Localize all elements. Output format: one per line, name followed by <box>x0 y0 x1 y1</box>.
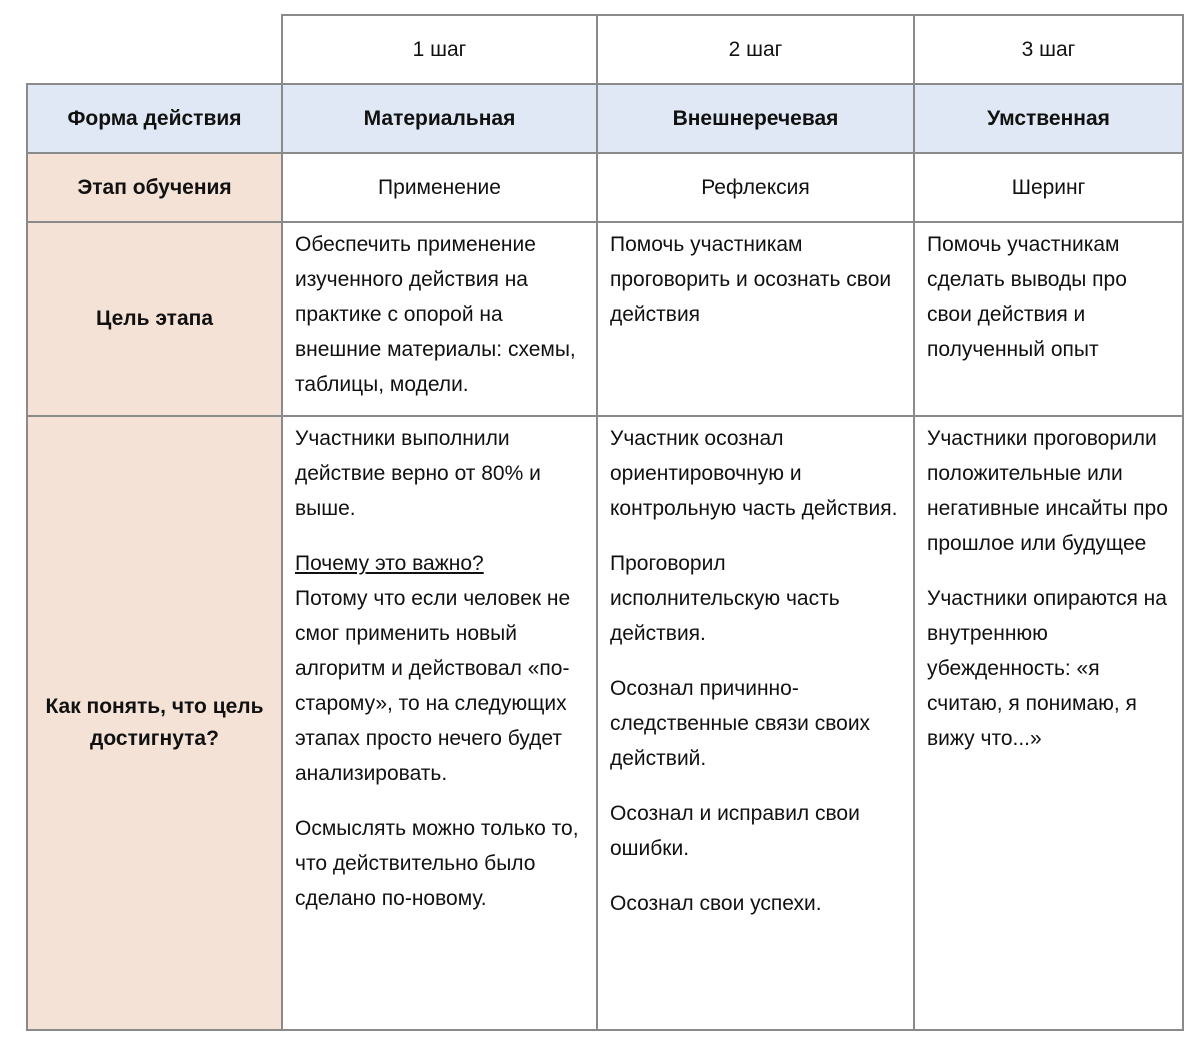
goal-text: Помочь участникам сделать выводы про свои действия и полученный опыт <box>927 233 1127 361</box>
form-value: Умственная <box>987 106 1110 130</box>
row-label-form <box>26 83 283 154</box>
form-cell-1 <box>283 83 598 154</box>
goal-text: Помочь участникам проговорить и осознать свои действия <box>610 233 892 326</box>
criteria-text: Осознал и исправил свои ошибки. <box>610 802 860 860</box>
criteria-text: Осмыслять можно только то, что действительно было сделано по-новому. <box>295 817 579 910</box>
step-label: 2 шаг <box>728 37 783 61</box>
row-label-text: Как понять, что цель достигнута? <box>45 695 264 750</box>
row-label-goal <box>26 223 283 417</box>
stage-cell-3 <box>915 154 1184 223</box>
form-value: Материальная <box>363 106 516 130</box>
stage-value: Рефлексия <box>701 175 810 199</box>
criteria-text: Участники опираются на внутреннюю убежденность: «я считаю, я понимаю, я вижу что...» <box>927 587 1167 750</box>
criteria-text: Участники выполнили действие верно от 80% и выше. <box>295 427 541 520</box>
step-header-1 <box>281 14 598 85</box>
form-cell-2 <box>598 83 915 154</box>
step-header-2 <box>598 14 915 85</box>
criteria-text: Осознал причинно-следственные связи своих действий. <box>610 677 871 770</box>
criteria-text: Участник осознал ориентировочную и контрольную часть действия. <box>610 427 898 520</box>
form-cell-3 <box>915 83 1184 154</box>
stage-value: Шеринг <box>1011 175 1086 199</box>
criteria-cell-2 <box>598 417 915 1031</box>
criteria-text: Участники проговорили положительные или негативные инсайты про прошлое или будущее <box>927 427 1168 555</box>
stage-cell-2 <box>598 154 915 223</box>
row-label-text: Этап обучения <box>77 175 232 199</box>
stage-cell-1 <box>283 154 598 223</box>
stage-value: Применение <box>378 175 501 199</box>
criteria-cell-3 <box>915 417 1184 1031</box>
why-block <box>295 546 584 791</box>
row-label-criteria <box>26 417 283 1031</box>
step-label: 1 шаг <box>412 37 467 61</box>
criteria-text: Проговорил исполнительскую часть действия. <box>610 552 840 645</box>
goal-cell-1 <box>283 223 598 417</box>
step-header-3 <box>915 14 1184 85</box>
goal-cell-3 <box>915 223 1184 417</box>
step-label: 3 шаг <box>1021 37 1076 61</box>
criteria-cell-1 <box>283 417 598 1031</box>
why-heading: Почему это важно? <box>295 552 484 575</box>
row-label-stage <box>26 154 283 223</box>
row-label-text: Цель этапа <box>95 307 213 330</box>
criteria-text: Осознал свои успехи. <box>610 892 822 915</box>
why-text: Потому что если человек не смог применить новый алгоритм и действовал «по-старому», то на следующих этапах просто нечего будет анализировать. <box>295 587 571 785</box>
form-value: Внешнеречевая <box>672 106 839 130</box>
goal-text: Обеспечить применение изученного действия на практике с опорой на внешние материалы: схемы, таблицы, модели. <box>295 233 576 396</box>
goal-cell-2 <box>598 223 915 417</box>
row-label-text: Форма действия <box>67 106 242 130</box>
